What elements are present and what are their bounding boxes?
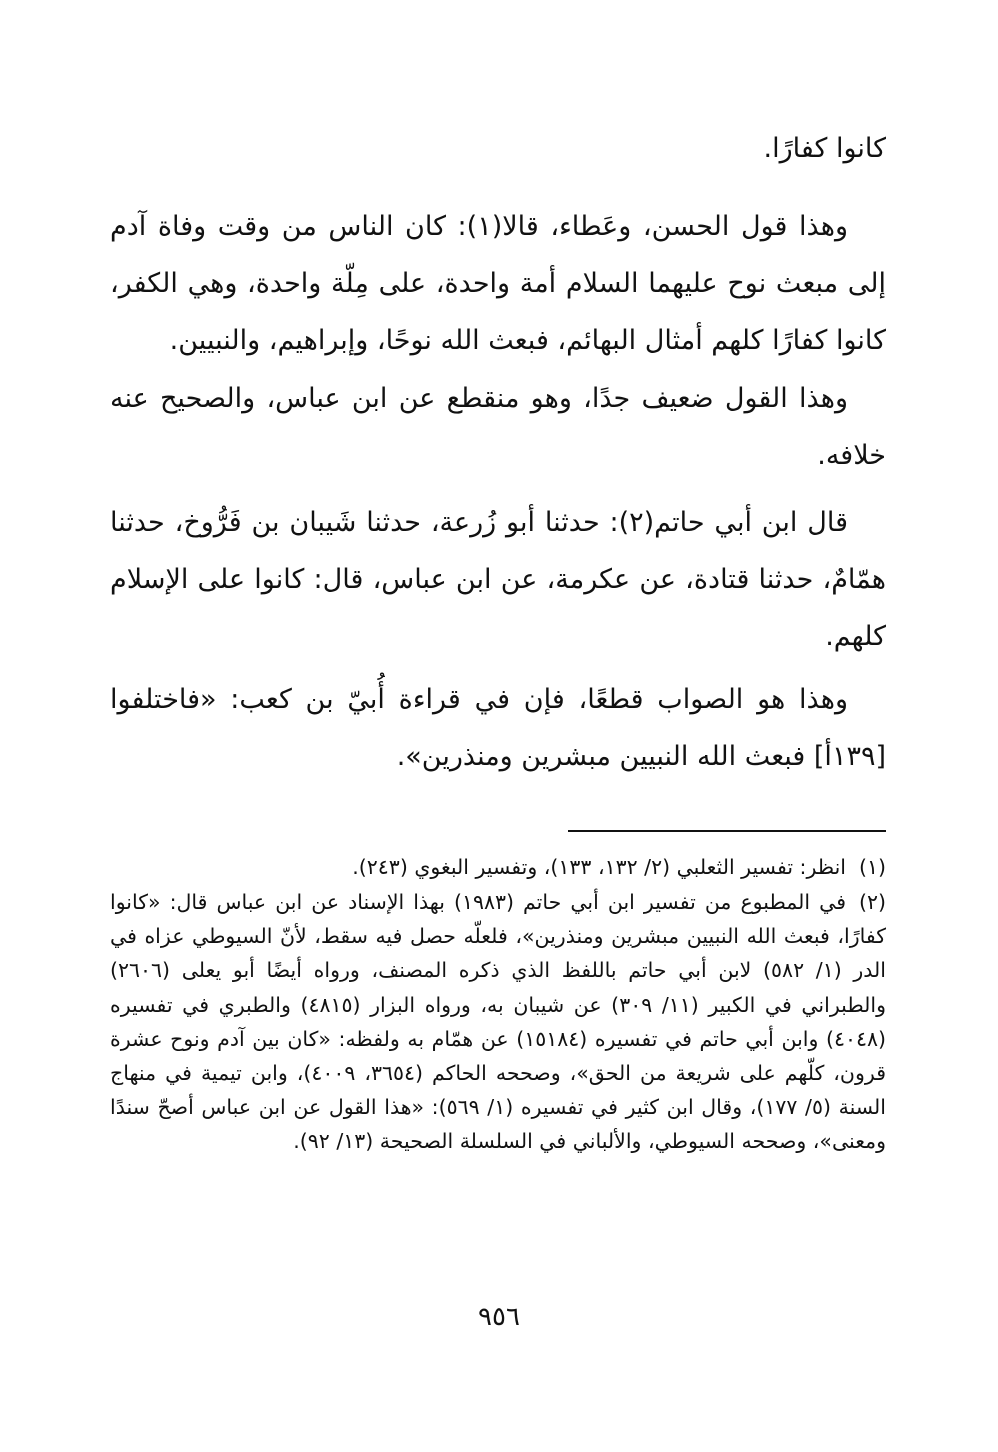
footnote-text: في المطبوع من تفسير ابن أبي حاتم (١٩٨٣) بهذا الإسناد عن ابن عباس قال: «كانوا كفارًا، فبعث الله النبيين مبشرين ومنذرين»، فلعلّه حصل فيه سقط، لأنّ السيوطي عزاه في الدر (١/ ٥٨٢) لابن أبي حاتم باللفظ الذي ذكره المصنف، ورواه أيضًا أبو يعلى (٢٦٠٦) والطبراني في الكبير (١١/ ٣٠٩) عن شيبان به، ورواه البزار (٤٨١٥) والطبري في تفسيره (٤٠٤٨) وابن أبي حاتم في تفسيره (١٥١٨٤) عن همّام به ولفظه: «كان بين آدم ونوح عشرة قرون، كلّهم على شريعة من الحق»، وصححه الحاكم (٣٦٥٤، ٤٠٠٩)، وابن تيمية في منهاج السنة (٥/ ١٧٧)، وقال ابن كثير في تفسيره (١/ ٥٦٩): «هذا القول عن ابن عباس أصحّ سندًا ومعنى»، وصححه السيوطي، والألباني في السلسلة الصحيحة (١٣/ ٩٢). [110, 890, 886, 1154]
paragraph-4: قال ابن أبي حاتم(٢): حدثنا أبو زُرعة، حدثنا شَيبان بن فَرُّوخ، حدثنا همّامٌ، حدثنا قتادة، عن عكرمة، عن ابن عباس، قال: كانوا على الإسلام كلهم. [110, 507, 886, 652]
footnote-number: (١) [858, 855, 886, 879]
footnote-2 [110, 885, 886, 1159]
footnote-separator [568, 830, 886, 832]
paragraph-5: وهذا هو الصواب قطعًا، فإن في قراءة أُبيّ بن كعب: «فاختلفوا [١٣٩أ] فبعث الله النبيين مبشرين ومنذرين». [110, 684, 886, 772]
footnote-number: (٢) [858, 890, 886, 914]
footnote-text: انظر: تفسير الثعلبي (٢/ ١٣٢، ١٣٣)، وتفسير البغوي (٢٤٣). [352, 855, 846, 879]
paragraph-3: وهذا القول ضعيف جدًا، وهو منقطع عن ابن عباس، والصحيح عنه خلافه. [110, 383, 886, 471]
footnote-1 [110, 850, 886, 884]
paragraph-1: كانوا كفارًا. [763, 133, 886, 164]
paragraph-2: وهذا قول الحسن، وعَطاء، قالا(١): كان الناس من وقت وفاة آدم إلى مبعث نوح عليهما السلام أمة واحدة، على مِلّة واحدة، وهي الكفر، كانوا كفارًا كلهم أمثال البهائم، فبعث الله نوحًا، وإبراهيم، والنبيين. [110, 211, 886, 356]
page-number: ٩٥٦ [478, 1302, 520, 1332]
